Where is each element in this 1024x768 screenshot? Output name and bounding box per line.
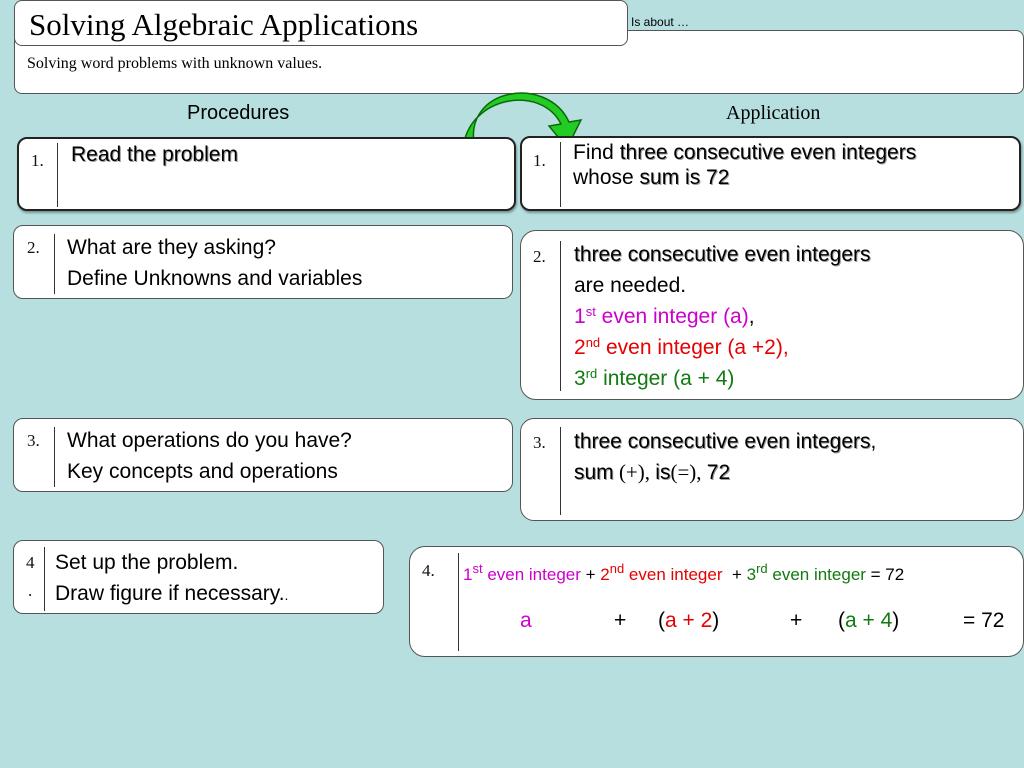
step-line: three consecutive even integers,: [574, 430, 877, 453]
step-line: whose sum is 72: [573, 166, 730, 189]
divider: [560, 142, 561, 207]
step-number: 4: [26, 553, 35, 572]
divider: [458, 553, 459, 651]
application-step-3: [520, 418, 1024, 521]
third-integer: 3rd integer (a + 4): [574, 366, 735, 390]
divider: [57, 143, 58, 207]
step-text: Read the problem: [71, 143, 238, 166]
expr-equals: = 72: [963, 609, 1005, 632]
expr-plus-2: +: [790, 609, 803, 632]
application-step-1: [520, 136, 1021, 211]
step-number: 1.: [31, 151, 44, 170]
step-number-dot: .: [28, 581, 33, 600]
step-line: three consecutive even integers: [574, 243, 871, 266]
subtitle: Solving word problems with unknown values.: [27, 55, 323, 72]
divider: [560, 241, 561, 391]
is-about-label: Is about …: [631, 15, 690, 29]
expr-plus-1: +: [614, 609, 627, 632]
divider: [54, 234, 55, 294]
step-number: 3.: [27, 431, 40, 450]
step-line: Define Unknowns and variables: [67, 267, 363, 290]
step-line: Draw figure if necessary..: [55, 582, 289, 605]
expr-a: a: [520, 609, 532, 632]
procedure-step-3: [13, 418, 513, 492]
step-line: Key concepts and operations: [67, 460, 338, 483]
step-line: What are they asking?: [67, 236, 276, 259]
step-number: 1.: [533, 151, 546, 170]
step-line: Set up the problem.: [55, 551, 239, 574]
procedures-header: Procedures: [187, 102, 290, 124]
expr-group-2: (a + 2): [658, 609, 720, 632]
step-number: 2.: [27, 238, 40, 257]
procedure-step-4: [13, 540, 384, 614]
step-number: 2.: [533, 247, 546, 266]
title-box: [14, 0, 628, 46]
page-title: Solving Algebraic Applications: [29, 7, 419, 42]
procedure-step-2: [13, 225, 513, 299]
procedure-step-1: [17, 137, 516, 211]
step-line: Find three consecutive even integers: [573, 141, 917, 164]
divider: [54, 427, 55, 487]
first-integer: 1st even integer (a),: [574, 304, 755, 328]
step-line: What operations do you have?: [67, 429, 352, 452]
step-number: 4.: [422, 561, 435, 580]
step-line: sum (+), is(=), 72: [574, 460, 731, 484]
step-line: are needed.: [574, 274, 687, 297]
divider: [560, 427, 561, 515]
application-header: Application: [726, 102, 821, 124]
application-step-4: [409, 546, 1024, 657]
application-step-2: [520, 230, 1024, 400]
second-integer: 2nd even integer (a +2),: [574, 335, 789, 359]
expr-group-3: (a + 4): [838, 609, 900, 632]
step-number: 3.: [533, 433, 546, 452]
equation-words: 1st even integer + 2nd even integer + 3rd even integer = 72: [463, 561, 905, 584]
divider: [44, 547, 45, 611]
